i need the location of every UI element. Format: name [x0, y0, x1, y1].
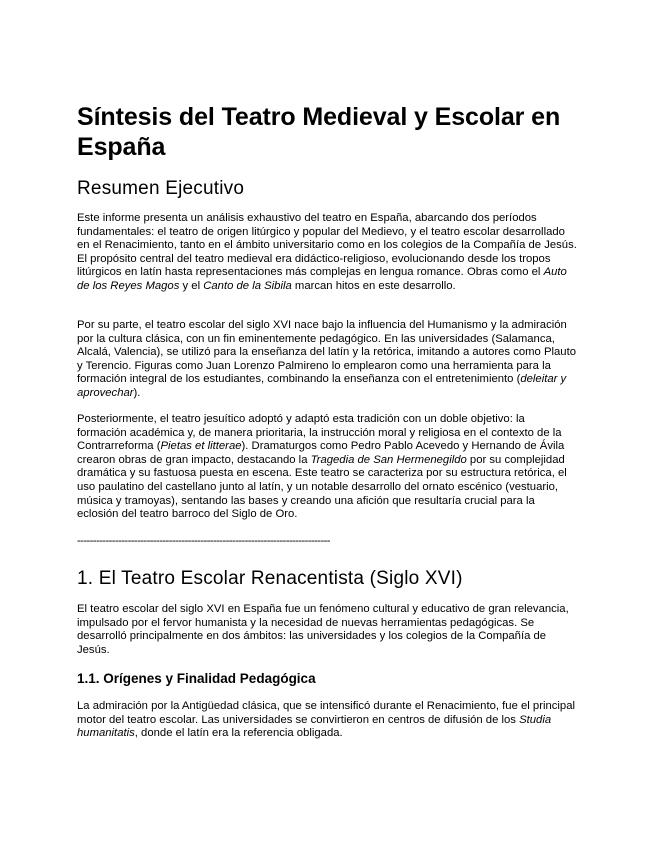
subsection-1-1-paragraph: La admiración por la Antigüedad clásica, que se intensificó durante el Renacimiento, fue el principal motor del teatro escolar. Las universidades se convirtieron en centros de difusión de los Studia humanitatis, donde el latín era la referencia obligada. [77, 700, 575, 740]
document-title: Síntesis del Teatro Medieval y Escolar en España [77, 103, 561, 161]
emphasis-phrase: Studia humanitatis [77, 713, 552, 740]
work-title: Auto de los Reyes Magos [77, 266, 567, 292]
separator-line: -------------------------------------------------------------------------------- [77, 535, 330, 547]
subsection-heading-1-1: 1.1. Orígenes y Finalidad Pedagógica [77, 671, 316, 686]
work-title: Tragedia de San Hermenegildo [310, 453, 467, 466]
work-title: Canto de la Sibila [203, 279, 292, 292]
emphasis-phrase: Pietas et litterae [160, 440, 242, 453]
section-1-paragraph: El teatro escolar del siglo XVI en España fue un fenómeno cultural y educativo de gran relevancia, impulsado por el fervor humanista y la necesidad de nuevas herramientas pedagógicas. Se desarrolló principalmente en dos ámbitos: las universidades y los colegios de la Compañía de Jesús. [77, 603, 569, 656]
summary-paragraph-3: Posteriormente, el teatro jesuítico adoptó y adaptó esta tradición con un doble objetivo: la formación académica y, de manera prioritaria, la instrucción moral y religiosa en el contexto de la Contrarreforma (Pietas et litterae). Dramaturgos como Pedro Pablo Acevedo y Hernando de Ávila crearon obras de gran impacto, destacando la Tragedia de San Hermenegildo por su complejidad dramática y su fastuosa puesta en escena. Este teatro se caracteriza por su estructura retórica, el uso paulatino del castellano junto al latín, y un notable desarrollo del ornato escénico (vestuario, música y tramoyas), sentando las bases y creando una afición que resultaría crucial para la eclosión del teatro barroco del Siglo de Oro. [77, 413, 567, 521]
summary-paragraph-2: Por su parte, el teatro escolar del siglo XVI nace bajo la influencia del Humanismo y la admiración por la cultura clásica, con un fin eminentemente pedagógico. En las universidades (Salamanca, Alcalá, Valencia), se utilizó para la enseñanza del latín y la retórica, imitando a autores como Plauto y Terencio. Figuras como Juan Lorenzo Palmireno lo emplearon como una herramienta para la formación integral de los estudiantes, combinando la enseñanza con el entretenimiento (deleitar y aprovechar). [77, 319, 577, 399]
emphasis-phrase: deleitar y aprovechar [77, 373, 567, 399]
summary-paragraph-1: Este informe presenta un análisis exhaustivo del teatro en España, abarcando dos períodos fundamentales: el teatro de origen litúrgico y popular del Medievo, y el teatro escolar desarrollado en el Renacimiento, tanto en el ámbito universitario como en los colegios de la Compañía de Jesús. El propósito central del teatro medieval era didáctico-religioso, evolucionando desde los tropos litúrgicos en latín hasta representaciones más complejas en lengua romance. Obras como el Auto de los Reyes Magos y el Canto de la Sibila marcan hitos en este desarrollo. [77, 212, 577, 292]
section-heading-1: 1. El Teatro Escolar Renacentista (Siglo XVI) [77, 568, 463, 589]
section-heading-summary: Resumen Ejecutivo [77, 178, 245, 199]
